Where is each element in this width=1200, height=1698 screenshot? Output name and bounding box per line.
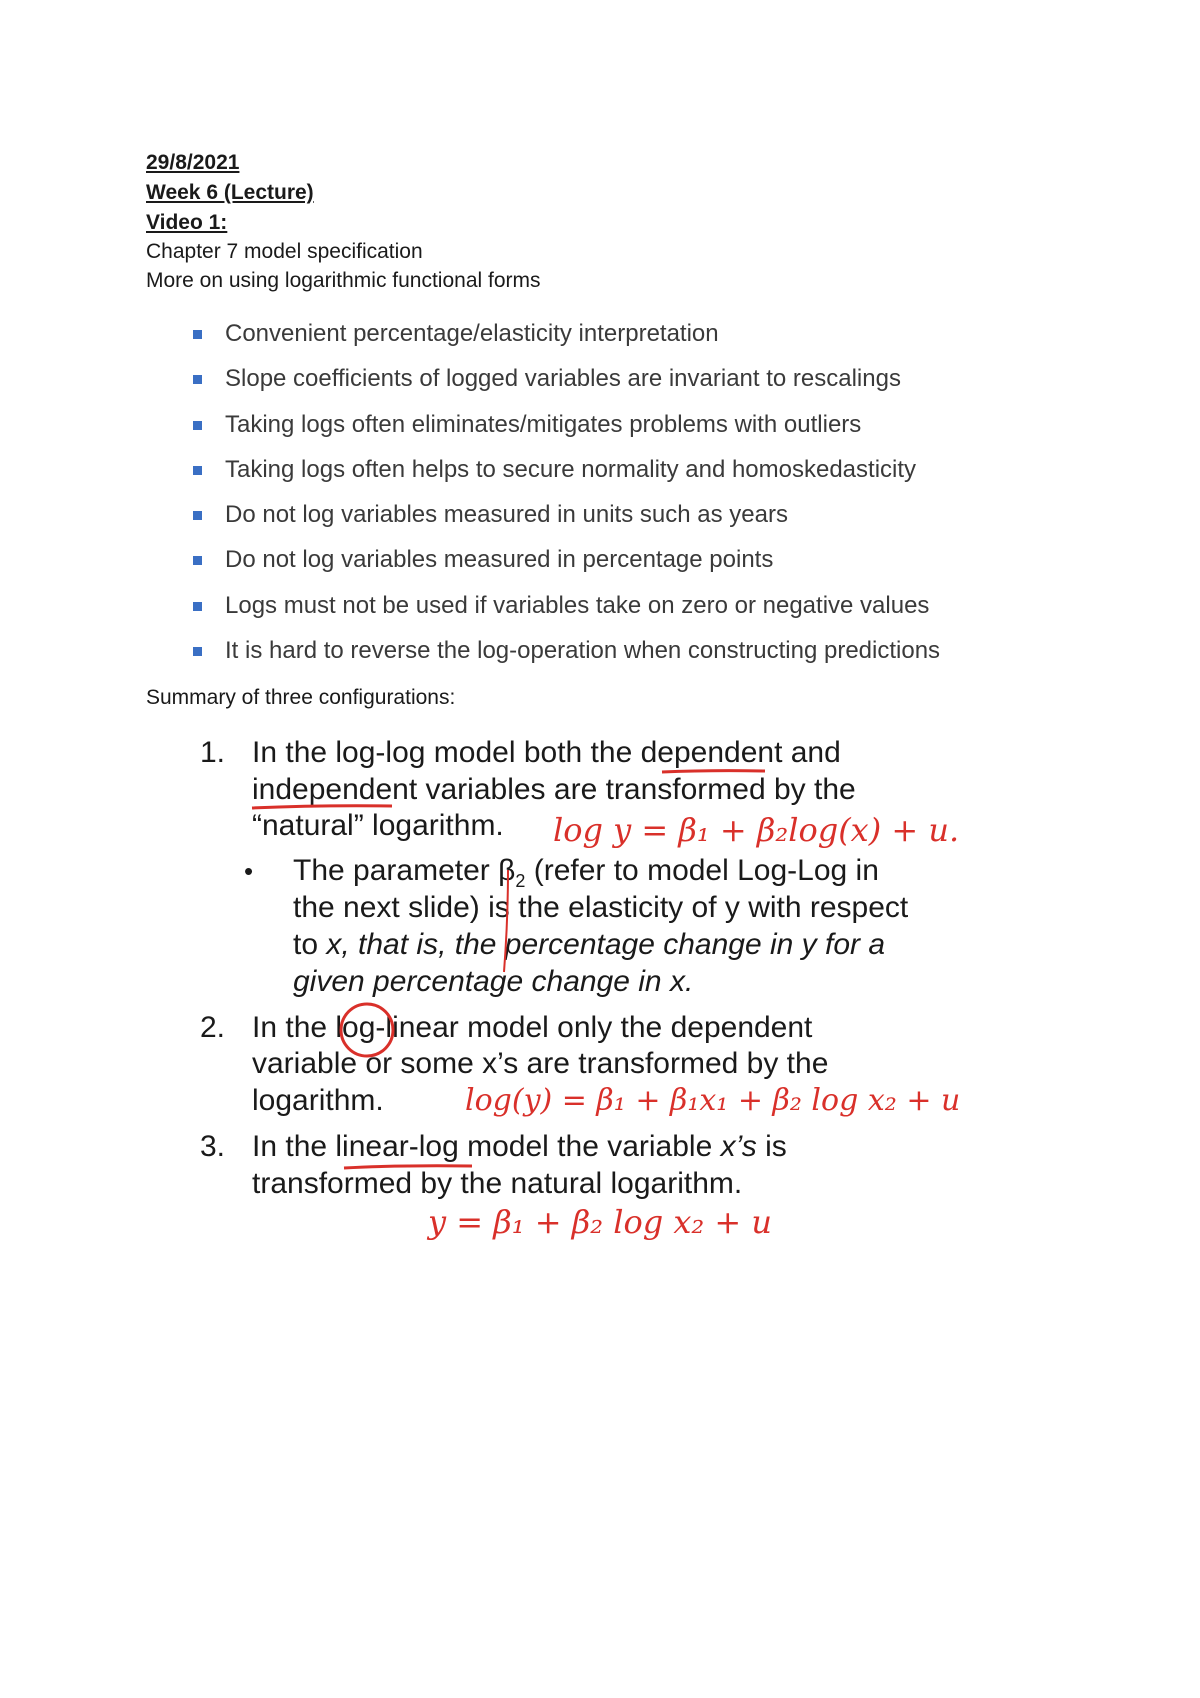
handwritten-equation-linearlog: y = β₁ + β₂ log x₂ + u	[428, 1203, 773, 1241]
subitem-line3: to x, that is, the percentage change in y for a	[293, 928, 886, 961]
square-bullet-icon	[193, 556, 202, 565]
square-bullet-icon	[193, 330, 202, 339]
item-number-1: 1.	[200, 736, 226, 769]
list-item: Slope coefficients of logged variables are invariant to rescalings	[193, 365, 901, 393]
square-bullet-icon	[193, 466, 202, 475]
subitem-line4: given percentage change in x.	[293, 965, 694, 998]
item-number-2: 2.	[200, 1011, 226, 1044]
square-bullet-icon	[193, 511, 202, 520]
list-item: Do not log variables measured in percentage points	[193, 546, 773, 574]
underline-independent	[252, 806, 392, 808]
square-bullet-icon	[193, 602, 202, 611]
underline-dependent	[662, 771, 765, 772]
week-heading: Week 6 (Lecture)	[146, 181, 314, 204]
item2-line3: logarithm.	[252, 1084, 384, 1117]
date-heading: 29/8/2021	[146, 151, 240, 174]
list-item: It is hard to reverse the log-operation when constructing predictions	[193, 637, 940, 665]
subitem-line2: the next slide) is the elasticity of y with respect	[293, 891, 909, 924]
chapter-line: Chapter 7 model specification	[146, 240, 423, 263]
video-heading: Video 1:	[146, 211, 228, 234]
subitem-line1: The parameter $\beta_2$ (refer to model Log-Log in	[293, 854, 879, 891]
list-item: Do not log variables measured in units such as years	[193, 501, 788, 529]
summary-heading: Summary of three configurations:	[146, 686, 456, 709]
list-item: Taking logs often helps to secure normality and homoskedasticity	[193, 456, 916, 484]
list-item: Convenient percentage/elasticity interpretation	[193, 320, 719, 348]
list-item: Taking logs often eliminates/mitigates problems with outliers	[193, 411, 861, 439]
handwritten-equation-loglog: log y = β₁ + β₂log(x) + u.	[553, 811, 960, 849]
item1-line2: independent variables are transformed by the	[252, 773, 856, 806]
item3-line2: transformed by the natural logarithm.	[252, 1167, 743, 1200]
item1-line3: “natural” logarithm.	[252, 809, 504, 842]
item2-line1: In the log-linear model only the dependent	[252, 1011, 813, 1044]
square-bullet-icon	[193, 375, 202, 384]
square-bullet-icon	[193, 647, 202, 656]
handwritten-equation-loglinear: log(y) = β₁ + β₁x₁ + β₂ log x₂ + u	[465, 1083, 961, 1118]
list-item: Logs must not be used if variables take on zero or negative values	[193, 592, 929, 620]
item3-line1: In the linear-log model the variable x’s is	[252, 1130, 787, 1163]
subtitle-line: More on using logarithmic functional forms	[146, 269, 541, 292]
item2-line2: variable or some x’s are transformed by the	[252, 1047, 829, 1080]
round-bullet-icon: •	[244, 856, 254, 886]
item-number-3: 3.	[200, 1130, 226, 1163]
square-bullet-icon	[193, 421, 202, 430]
item1-line1: In the log-log model both the dependent and	[252, 736, 841, 769]
